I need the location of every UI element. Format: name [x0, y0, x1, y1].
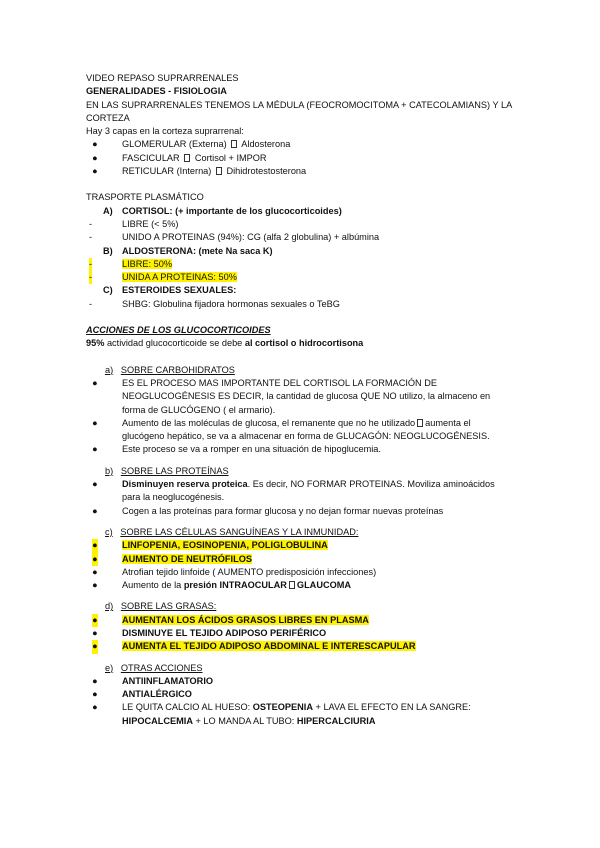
- list-item: ● Disminuyen reserva proteica. Es decir, NO FORMAR PROTEINAS. Moviliza aminoácidos para la neoglucogénesis.: [92, 479, 495, 503]
- doc-title: VIDEO REPASO SUPRARRENALES: [86, 73, 239, 83]
- missing-glyph-icon: [289, 581, 295, 589]
- subsection-heading-proteinas: b) SOBRE LAS PROTEÍNAS: [105, 465, 229, 476]
- list-item: ● ANTIINFLAMATORIO: [86, 675, 556, 688]
- bullet-icon: ●: [92, 627, 98, 638]
- bullet-icon: ●: [92, 702, 98, 713]
- list-item: [86, 539, 556, 552]
- section-heading-transporte: TRASPORTE PLASMÁTICO: [86, 192, 204, 203]
- list-item: ● LE QUITA CALCIO AL HUESO: OSTEOPENIA + LAVA EL EFECTO EN LA SANGRE: HIPOCALCEMIA + LO MANDA AL TUBO: HIPERCALCIURIA: [92, 702, 471, 726]
- bullet-icon: ●: [92, 444, 98, 455]
- list-item: ● Aumento de las moléculas de glucosa, el remanente que no he utilizado aumenta el glucógeno hepático, se va a almacenar en forma de GLUCAGÓN: NEOGLUCOGÉNESIS.: [92, 417, 490, 442]
- highlight: LINFOPENIA, EOSINOPENIA, POLIGLOBULINA: [122, 540, 328, 551]
- list-item: [86, 640, 556, 653]
- missing-glyph-icon: [417, 419, 423, 427]
- bullet-icon: ●: [92, 377, 98, 388]
- subsection-heading-grasas: d) SOBRE LAS GRASAS:: [105, 601, 217, 612]
- list-item: - LIBRE: 50%: [86, 258, 556, 271]
- bullet-icon: ●: [92, 539, 98, 552]
- list-item: ● DISMINUYE EL TEJIDO ADIPOSO PERIFÉRICO: [86, 627, 556, 640]
- list-item: ● RETICULAR (Interna) Dihidrotestosterona: [86, 165, 556, 178]
- list-item: A) CORTISOL: (+ importante de los glucocorticoides): [103, 205, 342, 216]
- list-item: - UNIDA A PROTEINAS: 50%: [86, 271, 556, 284]
- missing-glyph-icon: [216, 167, 222, 175]
- bullet-icon: ●: [92, 640, 98, 653]
- bullet-icon: ●: [92, 152, 98, 163]
- missing-glyph-icon: [184, 154, 190, 162]
- list-item: ● Cogen a las proteínas para formar glucosa y no dejan formar nuevas proteínas: [86, 505, 556, 518]
- list-item: ● GLOMERULAR (Externa) Aldosterona: [86, 138, 556, 151]
- capas-intro: Hay 3 capas en la corteza suprarrenal:: [86, 126, 244, 137]
- list-item: [86, 553, 556, 566]
- section-heading-acciones: ACCIONES DE LOS GLUCOCORTICOIDES: [86, 325, 271, 336]
- list-item: ● ES EL PROCESO MAS IMPORTANTE DEL CORTISOL LA FORMACIÓN DE NEOGLUCOGÉNESIS ES DECIR, la cantidad de glucosa QUE NO utilizo, la almaceno en forma de GLUCÓGENO ( el armario).: [92, 377, 491, 415]
- intro-line-1: EN LAS SUPRARRENALES TENEMOS LA MÉDULA (FEOCROMOCITOMA + CATECOLAMIANS) Y LA: [86, 99, 513, 110]
- bullet-icon: ●: [92, 417, 98, 428]
- subsection-heading-carbohidratos: a) SOBRE CARBOHIDRATOS: [105, 364, 235, 375]
- list-item: C) ESTEROIDES SEXUALES:: [103, 285, 237, 296]
- highlight: AUMENTO DE NEUTRÓFILOS: [122, 553, 252, 564]
- bullet-icon: ●: [92, 580, 98, 591]
- list-item: [86, 614, 556, 627]
- section-heading-generalidades: GENERALIDADES - FISIOLOGIA: [86, 86, 227, 97]
- bullet-icon: ●: [92, 505, 98, 516]
- highlight: LIBRE: 50%: [122, 258, 173, 269]
- list-item: - SHBG: Globulina fijadora hormonas sexuales o TeBG: [89, 298, 340, 309]
- highlight: UNIDA A PROTEINAS: 50%: [122, 272, 237, 283]
- list-item: B) ALDOSTERONA: (mete Na saca K): [103, 245, 273, 256]
- bullet-icon: ●: [92, 479, 98, 490]
- bullet-icon: ●: [92, 166, 98, 177]
- bullet-icon: ●: [92, 689, 98, 700]
- acciones-intro: 95% actividad glucocorticoide se debe al cortisol o hidrocortisona: [86, 338, 364, 349]
- highlight: AUMENTA EL TEJIDO ADIPOSO ABDOMINAL E INTERESCAPULAR: [122, 641, 416, 652]
- bullet-icon: ●: [92, 139, 98, 150]
- bullet-icon: ●: [92, 675, 98, 686]
- subsection-heading-sangre: c) SOBRE LAS CÉLULAS SANGUÍNEAS Y LA INMUNIDAD:: [105, 526, 359, 537]
- list-item: ● Atrofian tejido linfoide ( AUMENTO predisposición infecciones): [86, 566, 556, 579]
- list-item: ● Aumento de la presión INTRAOCULAR GLAUCOMA: [86, 579, 556, 592]
- missing-glyph-icon: [231, 140, 237, 148]
- intro-line-2: CORTEZA: [86, 112, 130, 123]
- list-item: - UNIDO A PROTEINAS (94%): CG (alfa 2 globulina) + albúmina: [89, 232, 380, 243]
- list-item: ● FASCICULAR Cortisol + IMPOR: [86, 152, 556, 165]
- list-item: - LIBRE (< 5%): [89, 218, 179, 229]
- list-item: ● ANTIALÉRGICO: [86, 688, 556, 701]
- bullet-icon: ●: [92, 566, 98, 577]
- highlight: AUMENTAN LOS ÁCIDOS GRASOS LIBRES EN PLASMA: [122, 614, 369, 625]
- bullet-icon: ●: [92, 614, 98, 627]
- subsection-heading-otras: e) OTRAS ACCIONES: [105, 662, 203, 673]
- list-item: ● Este proceso se va a romper en una situación de hipoglucemia.: [86, 443, 556, 456]
- document-page: [86, 72, 556, 728]
- bullet-icon: ●: [92, 553, 98, 566]
